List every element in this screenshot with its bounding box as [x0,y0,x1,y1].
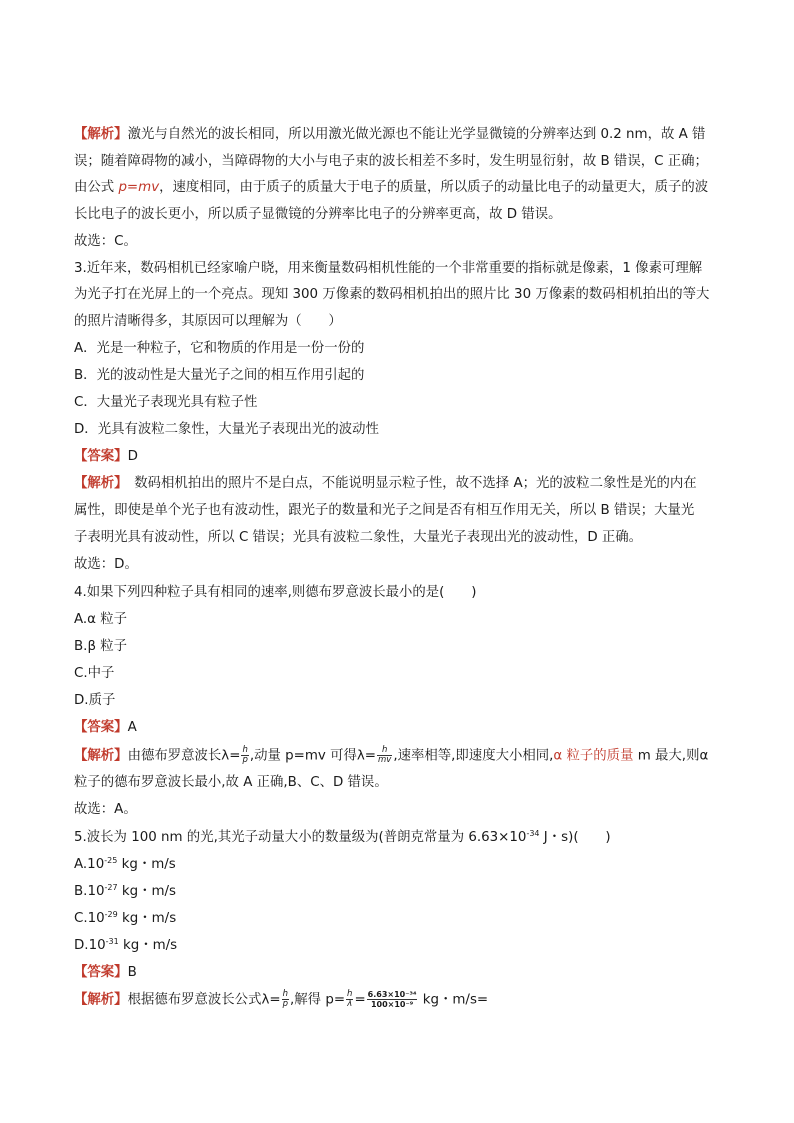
exponent: -27 [104,883,118,892]
analysis-text: 由德布罗意波长λ= [127,748,241,764]
option-c [74,909,176,928]
question-stem [74,583,476,602]
analysis-text: 长比电子的波长更小，所以质子显微镜的分辨率比电子的分辨率更高，故 D 错误。 [74,207,562,222]
fraction-denominator: p [282,999,289,1009]
analysis-line [74,178,708,197]
answer-line [74,447,138,466]
analysis-tag: 【解析】 [74,748,128,764]
analysis-text: ,速率相等,即速度大小相同, [393,748,554,764]
fraction-denominator: p [242,755,248,765]
question-text: J・s)( ) [539,830,611,845]
exponent: -25 [104,856,118,865]
question-text: 5.波长为 100 nm 的光,其光子动量大小的数量级为(普朗克常量为 6.63×10 [74,830,527,845]
choose-text: 故选：A。 [74,802,137,817]
analysis-line [74,205,562,224]
analysis-line [74,990,488,1010]
highlight-text: α 粒子的质量 [553,748,634,764]
analysis-text: ,动量 p=mv 可得λ= [249,748,377,764]
answer-line [74,718,137,737]
question-text: 3.近年来，数码相机已经家喻户晓，用来衡量数码相机性能的一个非常重要的指标就是像素，1 像素可理解 [74,261,703,276]
option-text: D.质子 [74,693,116,708]
exponent: -29 [104,910,118,919]
question-stem [74,259,702,278]
option-text: C.10 [74,911,105,926]
option-b [74,882,176,901]
analysis-tag: 【解析】 [74,992,128,1008]
analysis-line [74,501,694,520]
question-stem [74,285,709,304]
answer-tag: 【答案】 [74,720,128,735]
option-d [74,936,177,955]
choose-text: 故选：D。 [74,557,138,572]
question-text: 的照片清晰得多，其原因可以理解为（ ） [74,314,342,329]
answer-value: B [127,965,137,980]
analysis-text: m 最大,则α [633,748,709,764]
fraction-numerator: h [282,989,289,999]
option-text: A.10 [74,857,105,872]
fraction-h-over-mv [377,746,392,765]
fraction-h-over-p [282,990,289,1009]
analysis-tag: 【解析】 [74,127,128,142]
analysis-text: 属性，即使是单个光子也有波动性，跟光子的数量和光子之间是否有相互作用无关，所以 B 错误；大量光 [74,503,695,518]
option-d [74,691,115,710]
option-a [74,339,364,358]
fraction-numerator: h [242,745,248,755]
answer-line [74,963,137,982]
analysis-text: = [354,992,366,1008]
fraction-calculation [367,990,418,1009]
option-c [74,664,114,683]
answer-tag: 【答案】 [74,965,128,980]
analysis-text: 根据德布罗意波长公式λ= [127,992,281,1008]
analysis-text: kg・m/s= [418,992,489,1008]
fraction-numerator: h [347,989,353,999]
analysis-text: 激光与自然光的波长相同，所以用激光做光源也不能让光学显微镜的分辨率达到 0.2 nm，故 A 错 [127,127,706,142]
option-c [74,393,257,412]
option-unit: kg・m/s [118,938,178,953]
question-text: 为光子打在光屏上的一个亮点。现知 300 万像素的数码相机拍出的照片比 30 万像素的数码相机拍出的等大 [74,287,710,302]
answer-value: D [127,449,138,464]
option-text: D．光具有波粒二象性，大量光子表现出光的波动性 [74,422,379,437]
choose-text: 故选：C。 [74,234,137,249]
option-unit: kg・m/s [117,884,176,899]
analysis-line [74,746,708,766]
answer-value: A [127,720,137,735]
option-unit: kg・m/s [117,857,176,872]
answer-tag: 【答案】 [74,449,128,464]
analysis-text: ，速度相同，由于质子的质量大于电子的质量，所以质子的动量比电子的动量更大，质子的波 [159,180,709,195]
option-text: B.10 [74,884,105,899]
analysis-text: 粒子的德布罗意波长最小,故 A 正确,B、C、D 错误。 [74,775,388,790]
fraction-denominator: 100×10⁻⁹ [370,1000,414,1009]
fraction-numerator: 6.63×10⁻³⁴ [367,990,417,999]
analysis-line [74,125,705,144]
option-text: C．大量光子表现光具有粒子性 [74,395,258,410]
analysis-text: 数码相机拍出的照片不是白点，不能说明显示粒子性，故不选择 A；光的波粒二象性是光的内在 [120,476,697,491]
fraction-numerator: h [377,746,392,756]
analysis-text: 由公式 [74,180,119,195]
option-a [74,855,176,874]
fraction-h-over-p [241,746,248,765]
analysis-line [74,474,697,493]
analysis-tag: 【解析】 [74,476,121,491]
option-text: B.β 粒子 [74,639,128,654]
choose-line [74,232,137,251]
option-text: B．光的波动性是大量光子之间的相互作用引起的 [74,368,365,383]
analysis-text: 误；随着障碍物的减小，当障碍物的大小与电子束的波长相差不多时，发生明显衍射，故 B 错误，C 正确； [74,154,708,169]
analysis-line [74,773,388,792]
option-unit: kg・m/s [117,911,177,926]
question-stem [74,828,611,847]
momentum-formula: p=mv [118,180,160,195]
choose-line [74,800,137,819]
option-text: D.10 [74,938,106,953]
option-text: C.中子 [74,666,115,681]
exponent: -31 [105,937,119,946]
fraction-denominator: mv [378,755,392,765]
fraction-denominator: λ [347,999,353,1009]
analysis-text: 子表明光具有波动性，所以 C 错误；光具有波粒二象性，大量光子表现出光的波动性，D 正确。 [74,530,643,545]
choose-line [74,555,138,574]
question-text: 4.如果下列四种粒子具有相同的速率,则德布罗意波长最小的是( ) [74,585,477,600]
analysis-line [74,152,708,171]
option-a [74,610,127,629]
option-text: A．光是一种粒子，它和物质的作用是一份一份的 [74,341,365,356]
option-text: A.α 粒子 [74,612,128,627]
exponent: -34 [526,829,540,838]
question-stem [74,312,342,331]
analysis-line [74,528,642,547]
fraction-h-over-lambda [346,990,353,1009]
option-d [74,420,379,439]
option-b [74,366,364,385]
analysis-text: ,解得 p= [290,992,346,1008]
option-b [74,637,127,656]
